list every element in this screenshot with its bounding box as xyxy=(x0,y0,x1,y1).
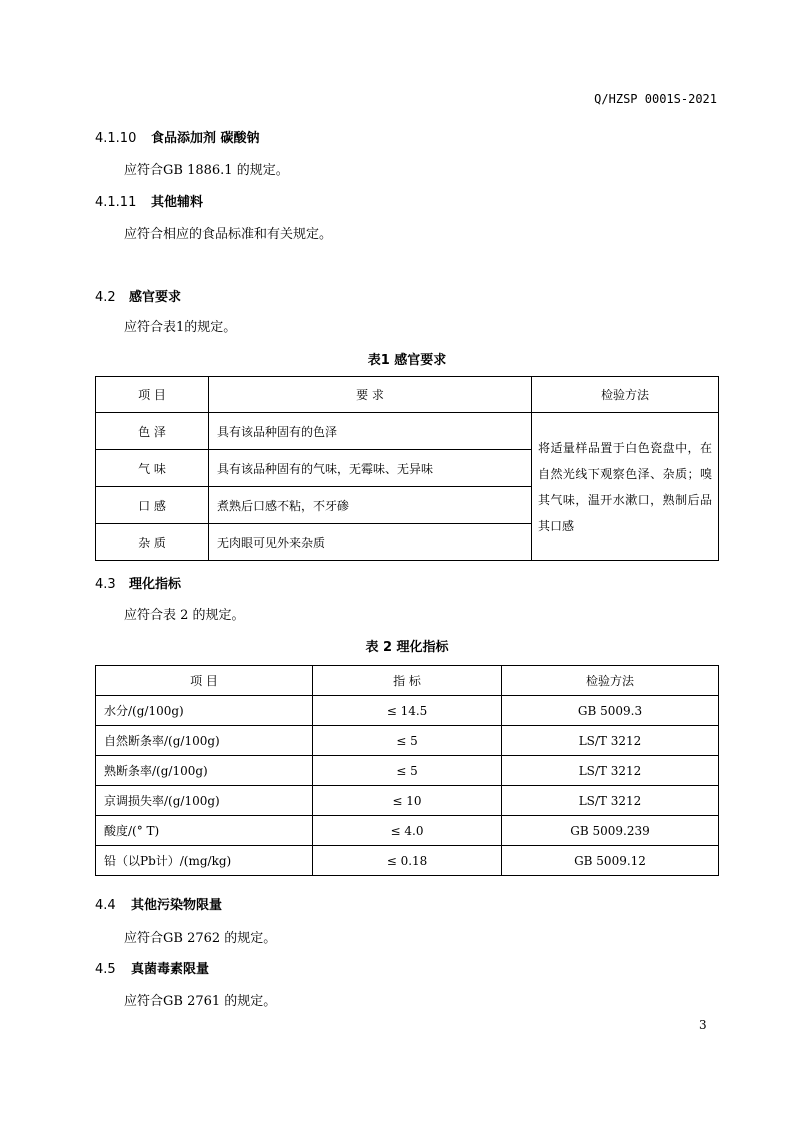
row-item: 口 感 xyxy=(96,487,209,524)
section-heading-4-4 xyxy=(95,894,222,913)
row-value: ≤ 14.5 xyxy=(313,696,502,726)
section-title: 真菌毒素限量 xyxy=(131,962,210,977)
header-requirement: 要 求 xyxy=(209,377,532,413)
row-item: 京调损失率/(g/100g) xyxy=(96,786,313,816)
row-method: LS/T 3212 xyxy=(502,756,719,786)
table-row xyxy=(96,786,719,816)
section-heading-4-1-11 xyxy=(95,191,203,210)
section-heading-4-1-10 xyxy=(95,127,260,146)
page-number: 3 xyxy=(699,1018,707,1032)
row-value: ≤ 10 xyxy=(313,786,502,816)
section-text-4-3: 应符合表 2 的规定。 xyxy=(124,608,245,623)
row-method: GB 5009.12 xyxy=(502,846,719,876)
header-method: 检验方法 xyxy=(502,666,719,696)
document-code: Q/HZSP 0001S-2021 xyxy=(594,92,717,106)
header-method: 检验方法 xyxy=(532,377,719,413)
section-number: 4.5 xyxy=(95,962,116,977)
section-heading-4-3 xyxy=(95,573,181,592)
table1-caption: 表1 感官要求 xyxy=(367,353,447,368)
row-method: LS/T 3212 xyxy=(502,726,719,756)
section-title: 食品添加剂 碳酸钠 xyxy=(151,131,260,146)
row-item: 铅（以Pb计）/(mg/kg) xyxy=(96,846,313,876)
table-header-row xyxy=(96,666,719,696)
section-number: 4.1.10 xyxy=(95,131,137,146)
row-value: ≤ 0.18 xyxy=(313,846,502,876)
section-title: 其他污染物限量 xyxy=(131,898,223,913)
row-item: 熟断条率/(g/100g) xyxy=(96,756,313,786)
table-header-row xyxy=(96,377,719,413)
row-requirement: 具有该品种固有的气味，无霉味、无异味 xyxy=(209,450,532,487)
table2-caption: 表 2 理化指标 xyxy=(365,640,449,655)
table-row xyxy=(96,816,719,846)
sensory-requirements-table xyxy=(95,376,719,561)
row-value: ≤ 5 xyxy=(313,756,502,786)
section-text-4-1-10: 应符合GB 1886.1 的规定。 xyxy=(124,163,289,178)
row-value: ≤ 5 xyxy=(313,726,502,756)
row-method: LS/T 3212 xyxy=(502,786,719,816)
section-number: 4.2 xyxy=(95,290,116,305)
section-heading-4-5 xyxy=(95,958,209,977)
section-title: 其他辅料 xyxy=(151,195,204,210)
row-requirement: 煮熟后口感不粘，不牙碜 xyxy=(209,487,532,524)
section-heading-4-2 xyxy=(95,286,181,305)
header-item: 项 目 xyxy=(96,377,209,413)
table-row xyxy=(96,726,719,756)
section-number: 4.3 xyxy=(95,577,116,592)
row-value: ≤ 4.0 xyxy=(313,816,502,846)
row-item: 酸度/(° T) xyxy=(96,816,313,846)
section-number: 4.1.11 xyxy=(95,195,137,210)
row-requirement: 无肉眼可见外来杂质 xyxy=(209,524,532,561)
table-row xyxy=(96,413,719,450)
physicochemical-table xyxy=(95,665,719,876)
section-title: 感官要求 xyxy=(129,290,182,305)
row-item: 色 泽 xyxy=(96,413,209,450)
inspection-method: 将适量样品置于白色瓷盘中，在自然光线下观察色泽、杂质；嗅其气味，温开水漱口，熟制后品其口感 xyxy=(532,413,719,561)
header-item: 项 目 xyxy=(96,666,313,696)
section-text-4-5: 应符合GB 2761 的规定。 xyxy=(124,994,277,1009)
table-row xyxy=(96,756,719,786)
row-method: GB 5009.3 xyxy=(502,696,719,726)
row-method: GB 5009.239 xyxy=(502,816,719,846)
table-row xyxy=(96,846,719,876)
row-requirement: 具有该品种固有的色泽 xyxy=(209,413,532,450)
row-item: 水分/(g/100g) xyxy=(96,696,313,726)
row-item: 自然断条率/(g/100g) xyxy=(96,726,313,756)
table-row xyxy=(96,696,719,726)
section-text-4-1-11: 应符合相应的食品标准和有关规定。 xyxy=(124,227,333,242)
header-value: 指 标 xyxy=(313,666,502,696)
section-title: 理化指标 xyxy=(129,577,182,592)
section-text-4-2: 应符合表1的规定。 xyxy=(124,320,237,335)
row-item: 杂 质 xyxy=(96,524,209,561)
section-number: 4.4 xyxy=(95,898,116,913)
section-text-4-4: 应符合GB 2762 的规定。 xyxy=(124,931,277,946)
row-item: 气 味 xyxy=(96,450,209,487)
